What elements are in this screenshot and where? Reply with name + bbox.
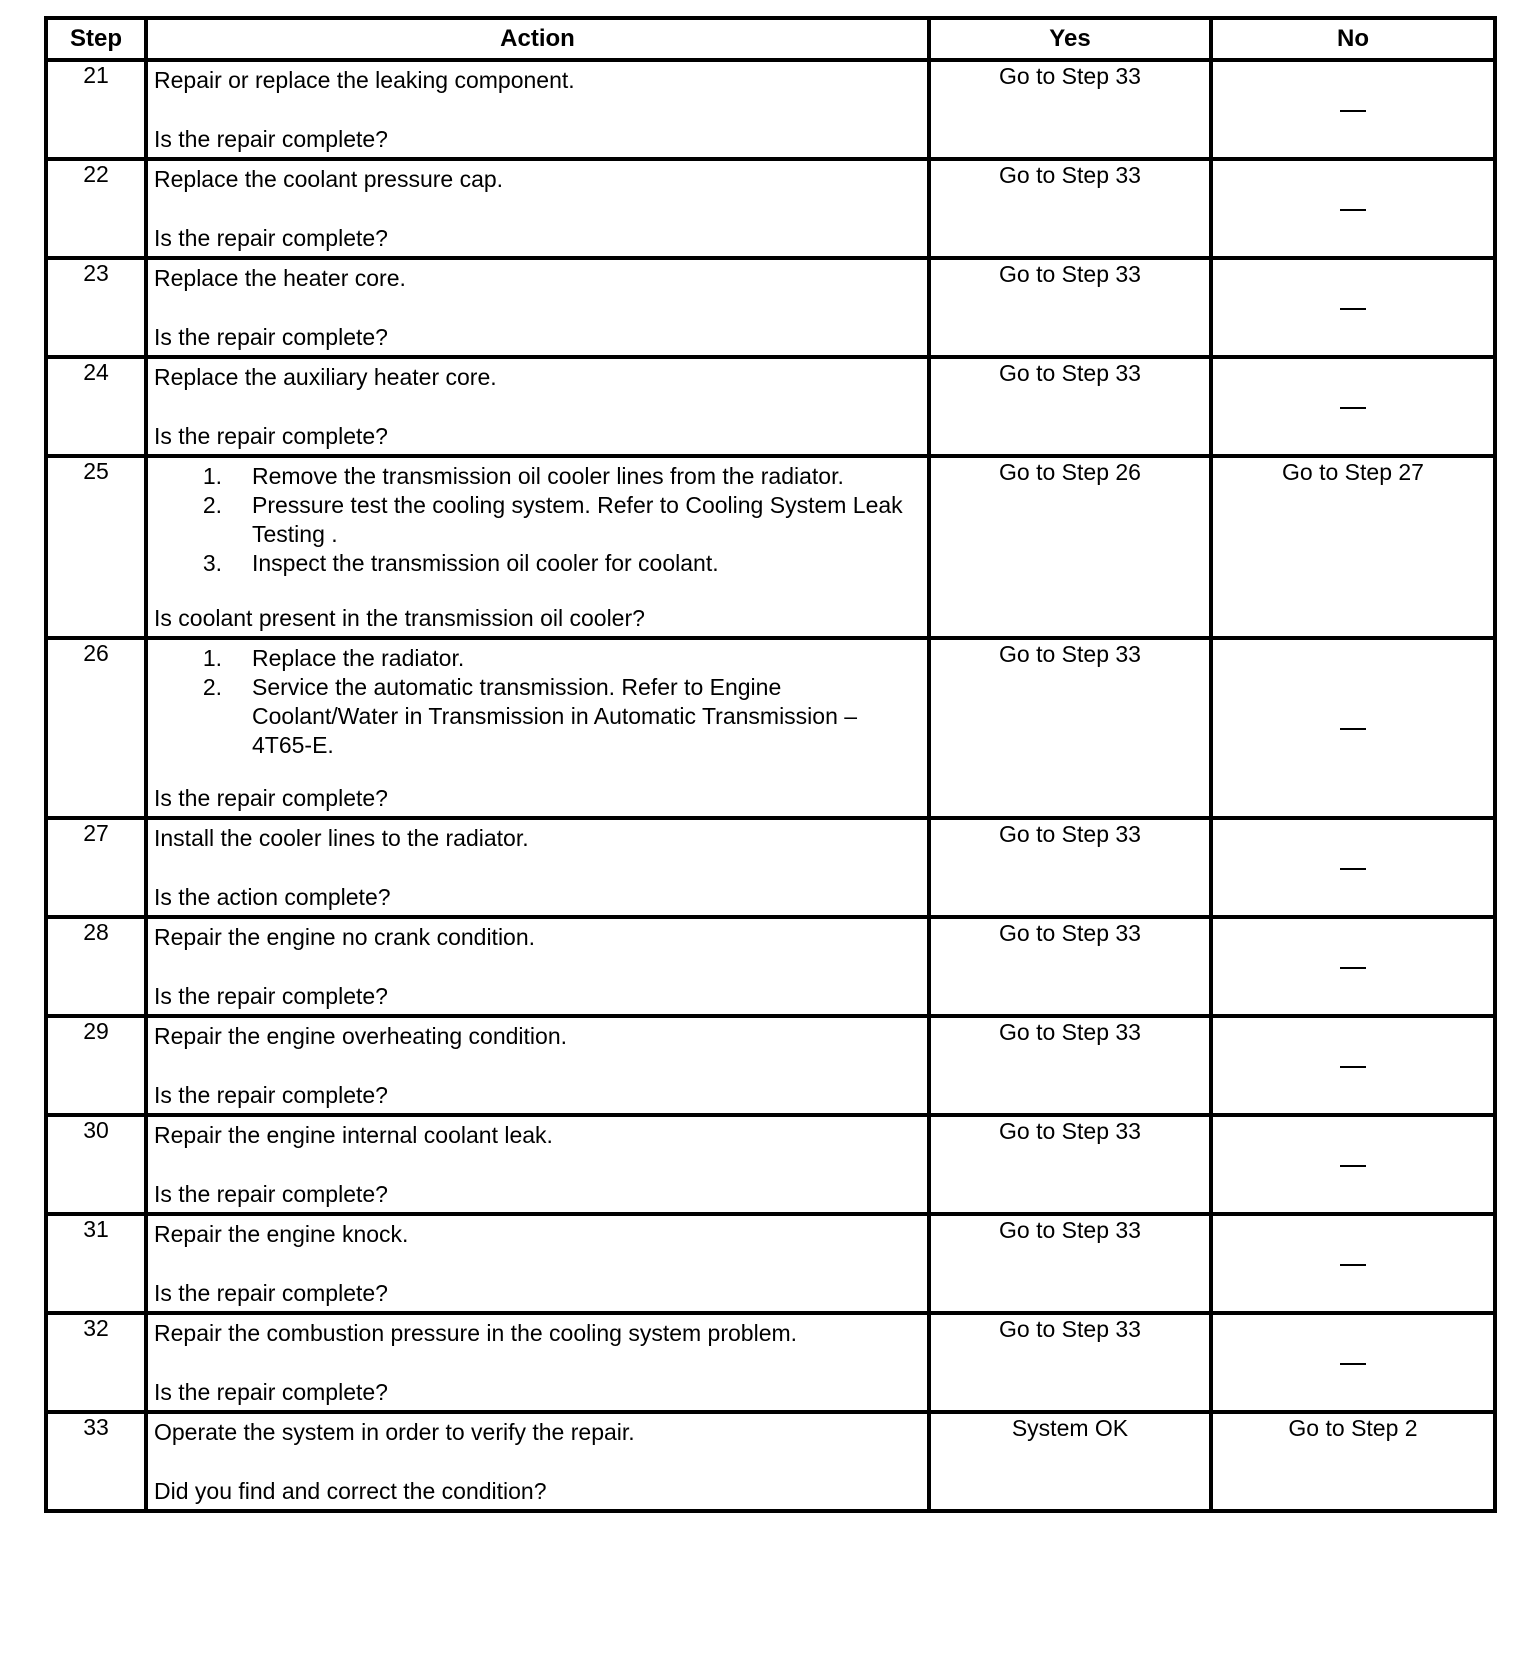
step-number-cell: 30: [46, 1115, 146, 1214]
no-result-dash: [1340, 1264, 1366, 1266]
no-result-dash: [1340, 1066, 1366, 1068]
action-question: Is the repair complete?: [154, 423, 388, 449]
yes-result: Go to Step 33: [999, 920, 1141, 946]
table-header-row: [46, 18, 1495, 60]
action-cell: [146, 1313, 929, 1412]
action-cell: [146, 60, 929, 159]
no-result-cell: [1211, 456, 1495, 638]
yes-result: Go to Step 33: [999, 1217, 1141, 1243]
action-cell: [146, 1016, 929, 1115]
action-question: Did you find and correct the condition?: [154, 1478, 547, 1504]
action-question: Is the repair complete?: [154, 1082, 388, 1108]
table-row: [46, 1016, 1495, 1115]
table-row: [46, 1214, 1495, 1313]
action-instruction: Operate the system in order to verify the repair.: [154, 1419, 635, 1445]
step-number-cell: 24: [46, 357, 146, 456]
action-content: [148, 1414, 927, 1509]
step-number-cell: 22: [46, 159, 146, 258]
header-yes: Yes: [929, 18, 1211, 60]
no-result-cell: [1211, 1313, 1495, 1412]
yes-result-cell: [929, 917, 1211, 1016]
action-content: [148, 1018, 927, 1113]
action-instruction: Replace the auxiliary heater core.: [154, 364, 497, 390]
no-result-cell: [1211, 1016, 1495, 1115]
no-result-cell: [1211, 60, 1495, 159]
step-number-cell: 26: [46, 638, 146, 818]
action-content: [148, 359, 927, 454]
no-result-cell: [1211, 1115, 1495, 1214]
action-step-item: [154, 644, 921, 673]
action-content: [148, 1216, 927, 1311]
step-number-cell: 32: [46, 1313, 146, 1412]
action-content: [148, 62, 927, 157]
action-content: [148, 640, 927, 816]
yes-result-cell: [929, 1412, 1211, 1511]
action-content: [148, 260, 927, 355]
yes-result: Go to Step 26: [999, 459, 1141, 485]
yes-result: Go to Step 33: [999, 1118, 1141, 1144]
yes-result: Go to Step 33: [999, 1019, 1141, 1045]
yes-result: System OK: [1011, 1415, 1129, 1441]
action-question: Is the repair complete?: [154, 126, 388, 152]
no-result-cell: [1211, 258, 1495, 357]
action-cell: [146, 258, 929, 357]
step-number-cell: 23: [46, 258, 146, 357]
action-step-text: Service the automatic transmission. Refer to Engine Coolant/Water in Transmission in Automatic Transmission – 4T65-E.: [252, 674, 858, 758]
action-cell: [146, 159, 929, 258]
action-cell: [146, 357, 929, 456]
action-instruction: Replace the heater core.: [154, 265, 406, 291]
action-step-item: [154, 549, 921, 578]
no-result-dash: [1340, 308, 1366, 310]
yes-result-cell: [929, 456, 1211, 638]
action-cell: [146, 1412, 929, 1511]
no-result-cell: [1211, 357, 1495, 456]
action-step-list: [154, 644, 921, 760]
action-instruction: Install the cooler lines to the radiator.: [154, 825, 529, 851]
action-step-number: 3.: [202, 550, 222, 576]
action-cell: [146, 638, 929, 818]
no-result-dash: [1340, 868, 1366, 870]
action-step-list: [154, 462, 921, 578]
action-cell: [146, 1115, 929, 1214]
table-row: [46, 60, 1495, 159]
step-number-cell: 25: [46, 456, 146, 638]
yes-result-cell: [929, 159, 1211, 258]
action-step-number: 1.: [202, 463, 222, 489]
table-row: [46, 456, 1495, 638]
yes-result-cell: [929, 357, 1211, 456]
action-step-text: Inspect the transmission oil cooler for coolant.: [252, 550, 719, 576]
action-question: Is coolant present in the transmission oil cooler?: [154, 605, 645, 631]
yes-result-cell: [929, 258, 1211, 357]
table-row: [46, 159, 1495, 258]
action-cell: [146, 917, 929, 1016]
no-result-cell: [1211, 159, 1495, 258]
action-instruction: Repair the engine overheating condition.: [154, 1023, 568, 1049]
table-row: [46, 638, 1495, 818]
table-row: [46, 1412, 1495, 1511]
no-result-dash: [1340, 1165, 1366, 1167]
header-step: Step: [46, 18, 146, 60]
step-number-cell: 33: [46, 1412, 146, 1511]
no-result-cell: [1211, 917, 1495, 1016]
header-no: No: [1211, 18, 1495, 60]
table-row: [46, 1115, 1495, 1214]
yes-result-cell: [929, 818, 1211, 917]
action-cell: [146, 818, 929, 917]
table-row: [46, 818, 1495, 917]
action-step-number: 1.: [202, 645, 222, 671]
table-row: [46, 917, 1495, 1016]
action-cell: [146, 1214, 929, 1313]
action-content: [148, 919, 927, 1014]
action-content: [148, 458, 927, 636]
no-result-cell: [1211, 1214, 1495, 1313]
diagnostic-procedure-document: [44, 16, 1493, 1513]
yes-result: Go to Step 33: [999, 641, 1141, 667]
action-question: Is the action complete?: [154, 884, 391, 910]
yes-result-cell: [929, 1016, 1211, 1115]
no-result-dash: [1340, 110, 1366, 112]
action-instruction: Repair or replace the leaking component.: [154, 67, 575, 93]
action-instruction: Repair the engine internal coolant leak.: [154, 1122, 553, 1148]
action-instruction: Repair the combustion pressure in the cooling system problem.: [154, 1320, 798, 1346]
no-result: Go to Step 27: [1282, 459, 1424, 485]
yes-result-cell: [929, 60, 1211, 159]
step-number-cell: 28: [46, 917, 146, 1016]
action-instruction: Repair the engine no crank condition.: [154, 924, 536, 950]
step-number-cell: 21: [46, 60, 146, 159]
action-content: [148, 1117, 927, 1212]
table-row: [46, 357, 1495, 456]
header-action: Action: [146, 18, 929, 60]
action-question: Is the repair complete?: [154, 225, 388, 251]
action-question: Is the repair complete?: [154, 324, 388, 350]
action-step-text: Replace the radiator.: [252, 645, 465, 671]
action-instruction: Replace the coolant pressure cap.: [154, 166, 504, 192]
yes-result-cell: [929, 1313, 1211, 1412]
action-step-text: Remove the transmission oil cooler lines from the radiator.: [252, 463, 844, 489]
action-step-text: Pressure test the cooling system. Refer to Cooling System Leak Testing .: [252, 492, 903, 547]
yes-result: Go to Step 33: [999, 1316, 1141, 1342]
no-result-cell: [1211, 1412, 1495, 1511]
action-content: [148, 161, 927, 256]
action-question: Is the repair complete?: [154, 983, 388, 1009]
yes-result-cell: [929, 1214, 1211, 1313]
yes-result: Go to Step 33: [999, 360, 1141, 386]
diagnostic-steps-table: [44, 16, 1497, 1513]
table-row: [46, 258, 1495, 357]
yes-result: Go to Step 33: [999, 63, 1141, 89]
action-step-number: 2.: [202, 492, 222, 518]
action-cell: [146, 456, 929, 638]
no-result-dash: [1340, 209, 1366, 211]
yes-result: Go to Step 33: [999, 261, 1141, 287]
yes-result: Go to Step 33: [999, 162, 1141, 188]
action-question: Is the repair complete?: [154, 1280, 388, 1306]
no-result-cell: [1211, 818, 1495, 917]
yes-result: Go to Step 33: [999, 821, 1141, 847]
action-step-number: 2.: [202, 674, 222, 700]
no-result-dash: [1340, 1363, 1366, 1365]
action-step-item: [154, 673, 921, 760]
action-step-item: [154, 462, 921, 491]
no-result-cell: [1211, 638, 1495, 818]
action-question: Is the repair complete?: [154, 785, 388, 811]
no-result-dash: [1340, 407, 1366, 409]
yes-result-cell: [929, 638, 1211, 818]
action-step-item: [154, 491, 921, 549]
action-instruction: Repair the engine knock.: [154, 1221, 409, 1247]
action-question: Is the repair complete?: [154, 1379, 388, 1405]
no-result: Go to Step 2: [1288, 1415, 1418, 1441]
step-number-cell: 31: [46, 1214, 146, 1313]
no-result-dash: [1340, 728, 1366, 730]
table-row: [46, 1313, 1495, 1412]
action-content: [148, 1315, 927, 1410]
yes-result-cell: [929, 1115, 1211, 1214]
step-number-cell: 29: [46, 1016, 146, 1115]
no-result-dash: [1340, 967, 1366, 969]
step-number-cell: 27: [46, 818, 146, 917]
action-question: Is the repair complete?: [154, 1181, 388, 1207]
action-content: [148, 820, 927, 915]
